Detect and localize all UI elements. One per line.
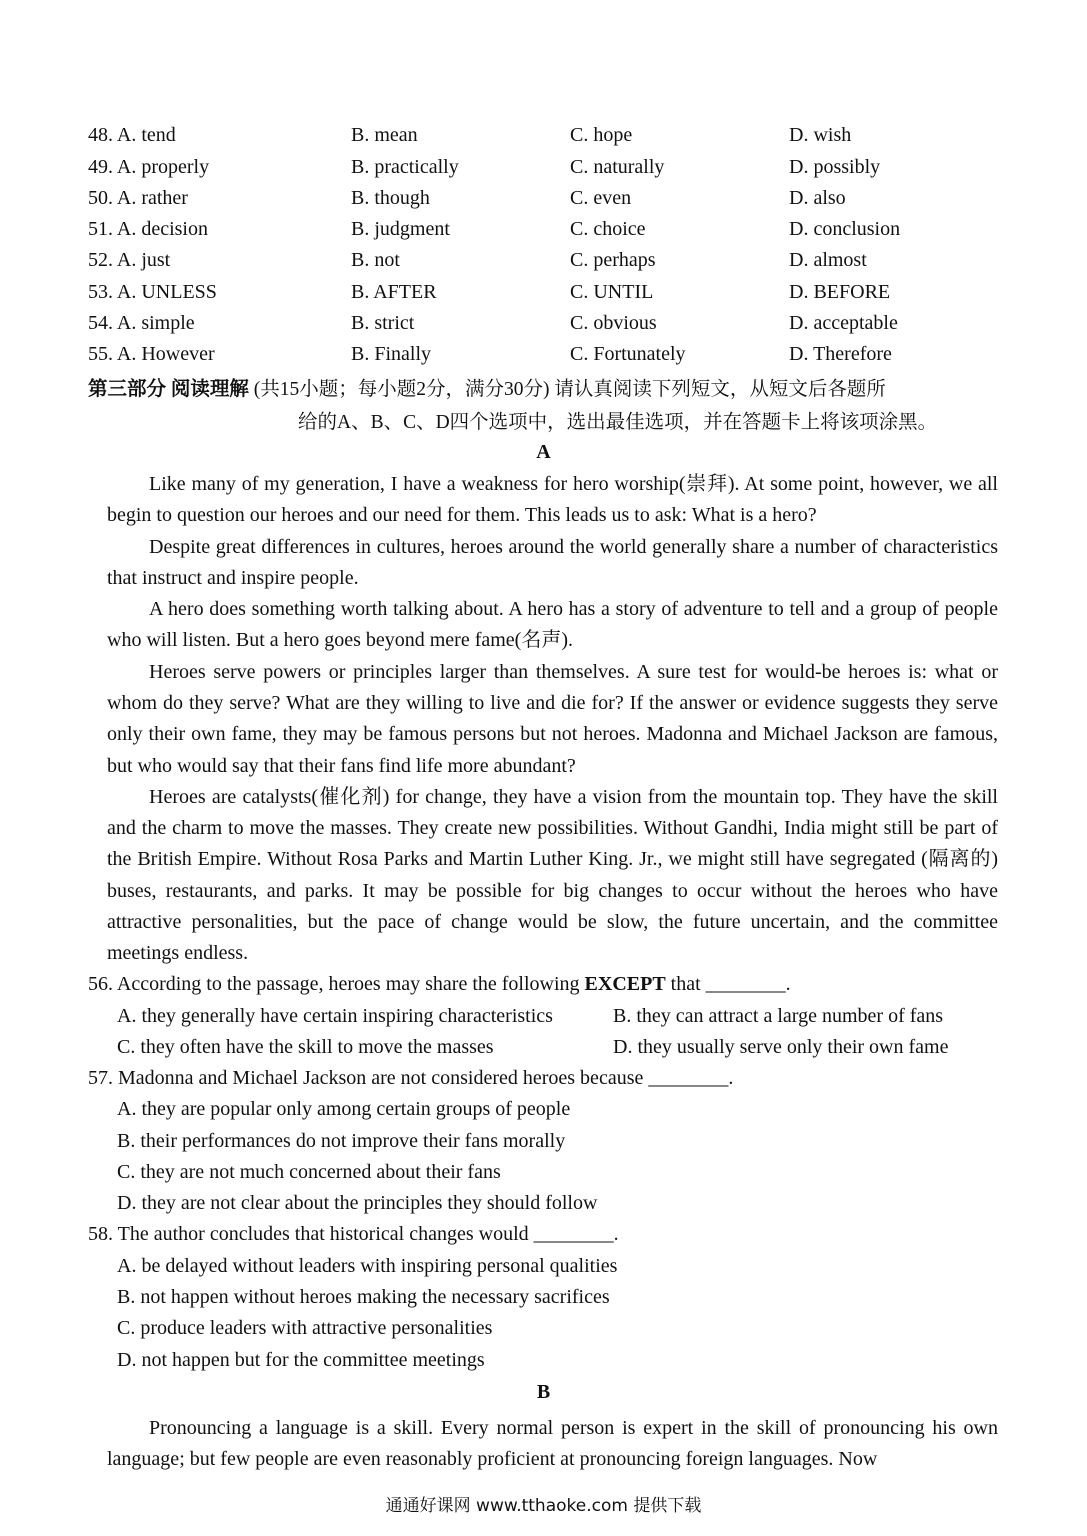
option-b: B. though xyxy=(351,187,430,209)
option-d: D. conclusion xyxy=(789,218,901,240)
option-c: C. obvious xyxy=(570,312,657,334)
option-c: C. Fortunately xyxy=(570,343,686,365)
passage-a-paragraph: Heroes serve powers or principles larger than themselves. A sure test for would-be heroes is: what or whom do they serve? What are they willing to live and die for? If the answer or evidence suggests they serve only their own fame, they may be famous persons but not heroes. Madonna and Michael Jackson are famous, but who would say that their fans find life more abundant? xyxy=(107,661,998,777)
section-heading xyxy=(88,373,1008,406)
answer-option-c: C. they often have the skill to move the masses xyxy=(117,1036,494,1058)
passage-a-paragraph: Heroes are catalysts(催化剂) for change, they have a vision from the mountain top. They have the skill and the charm to move the masses. They create new possibilities. Without Gandhi, India might still be part of the British Empire. Without Rosa Parks and Martin Luther King. Jr., we might still have segregated (隔离的) buses, restaurants, and parks. It may be possible for big changes to occur without the heroes who have attractive personalities, but the pace of change would be slow, the future uncertain, and the committee meetings endless. xyxy=(107,786,998,965)
option-a: 54. A. simple xyxy=(88,312,195,334)
passage-a-title: A xyxy=(536,441,551,463)
option-a: 48. A. tend xyxy=(88,124,176,146)
passage-a-paragraph: A hero does something worth talking about. A hero has a story of adventure to tell and a group of people who will listen. But a hero goes beyond mere fame(名声). xyxy=(107,598,998,652)
passage-b-title: B xyxy=(536,1381,551,1403)
option-c: C. choice xyxy=(570,218,646,240)
answer-option-d: D. not happen but for the committee meetings xyxy=(117,1349,485,1371)
section-title: 第三部分 阅读理解 xyxy=(88,379,249,400)
question-stem-end: that ________. xyxy=(665,973,791,995)
option-c: C. UNTIL xyxy=(570,281,654,303)
option-d: D. possibly xyxy=(789,156,881,178)
answer-option-c: C. produce leaders with attractive personalities xyxy=(117,1317,493,1339)
option-c: C. perhaps xyxy=(570,249,656,271)
answer-option-c: C. they are not much concerned about their fans xyxy=(117,1161,501,1183)
option-a: 52. A. just xyxy=(88,249,171,271)
passage-a-paragraph: Despite great differences in cultures, heroes around the world generally share a number of characteristics that instruct and inspire people. xyxy=(107,536,998,590)
answer-option-a: A. they generally have certain inspiring characteristics xyxy=(117,1005,553,1027)
answer-option-a: A. they are popular only among certain groups of people xyxy=(117,1098,571,1120)
question-stem: 56. According to the passage, heroes may share the following xyxy=(88,973,585,995)
option-d: D. almost xyxy=(789,249,867,271)
option-d: D. also xyxy=(789,187,846,209)
cloze-row-51 xyxy=(0,214,1087,245)
question-stem-emphasis: EXCEPT xyxy=(584,973,666,995)
question-58: 58. The author concludes that historical changes would ________. xyxy=(88,1223,619,1245)
answer-option-b: B. their performances do not improve their fans morally xyxy=(117,1130,566,1152)
footer-source: 通通好课网 www.tthaoke.com 提供下载 xyxy=(385,1496,702,1516)
option-c: C. even xyxy=(570,187,632,209)
passage-a-paragraph: Like many of my generation, I have a weakness for hero worship(崇拜). At some point, however, we all begin to question our heroes and our need for them. This leads us to ask: What is a hero? xyxy=(107,473,998,527)
option-c: C. naturally xyxy=(570,156,665,178)
answer-option-d: D. they usually serve only their own fame xyxy=(613,1036,949,1058)
option-d: D. wish xyxy=(789,124,852,146)
option-b: B. strict xyxy=(351,312,415,334)
option-b: B. Finally xyxy=(351,343,432,365)
cloze-row-48 xyxy=(0,120,1087,151)
cloze-row-53 xyxy=(0,277,1087,308)
option-a: 51. A. decision xyxy=(88,218,208,240)
question-57: 57. Madonna and Michael Jackson are not considered heroes because ________. xyxy=(88,1067,734,1089)
option-b: B. judgment xyxy=(351,218,450,240)
option-a: 49. A. properly xyxy=(88,156,210,178)
option-a: 53. A. UNLESS xyxy=(88,281,217,303)
option-d: D. Therefore xyxy=(789,343,892,365)
option-d: D. acceptable xyxy=(789,312,898,334)
cloze-row-52 xyxy=(0,245,1087,276)
option-c: C. hope xyxy=(570,124,633,146)
passage-b-paragraph: Pronouncing a language is a skill. Every normal person is expert in the skill of pronouncing his own language; but few people are even reasonably proficient at pronouncing foreign languages. Now xyxy=(107,1417,998,1471)
option-b: B. AFTER xyxy=(351,281,437,303)
answer-option-b: B. not happen without heroes making the necessary sacrifices xyxy=(117,1286,610,1308)
cloze-row-55 xyxy=(0,339,1087,370)
cloze-row-49 xyxy=(0,152,1087,183)
question-56 xyxy=(88,969,791,1000)
option-d: D. BEFORE xyxy=(789,281,891,303)
section-instruction-continued: 给的A、B、C、D四个选项中，选出最佳选项，并在答题卡上将该项涂黑。 xyxy=(298,412,938,433)
option-b: B. not xyxy=(351,249,400,271)
option-a: 50. A. rather xyxy=(88,187,188,209)
cloze-row-50 xyxy=(0,183,1087,214)
section-instruction: (共15小题；每小题2分，满分30分) 请认真阅读下列短文，从短文后各题所 xyxy=(248,379,886,400)
cloze-row-54 xyxy=(0,308,1087,339)
option-b: B. mean xyxy=(351,124,418,146)
answer-option-d: D. they are not clear about the principles they should follow xyxy=(117,1192,598,1214)
answer-option-a: A. be delayed without leaders with inspiring personal qualities xyxy=(117,1255,618,1277)
option-a: 55. A. However xyxy=(88,343,215,365)
answer-option-b: B. they can attract a large number of fans xyxy=(613,1005,944,1027)
option-b: B. practically xyxy=(351,156,459,178)
